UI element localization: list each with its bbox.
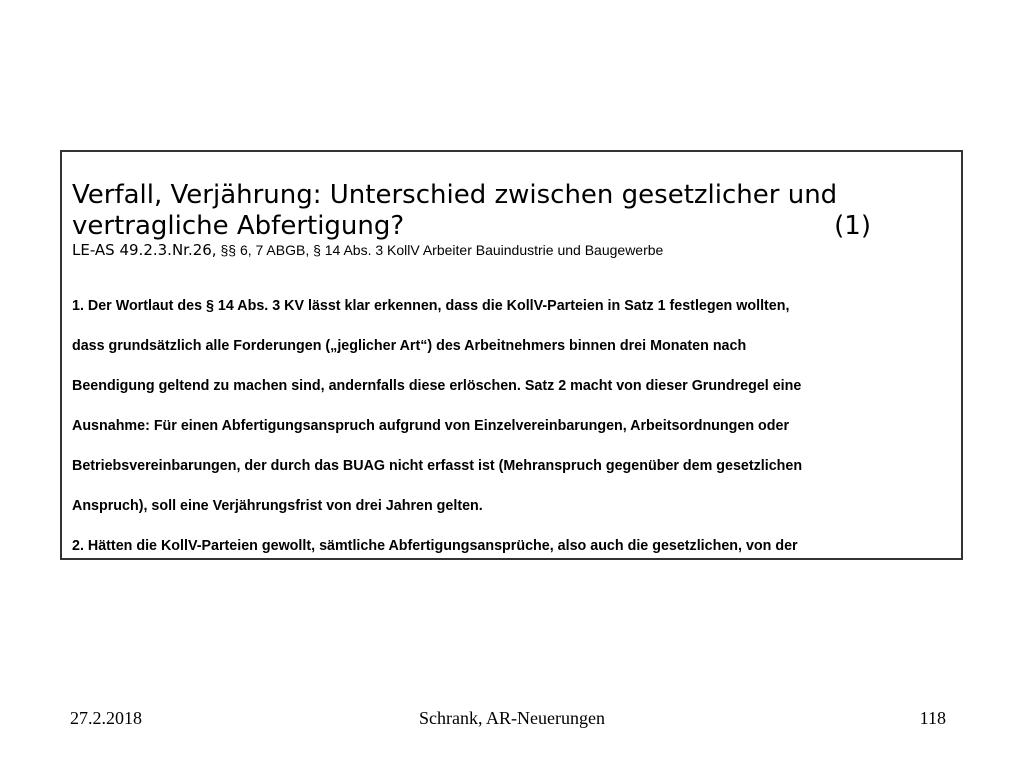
title-number: (1) bbox=[834, 211, 871, 241]
body-line: Anspruch), soll eine Verjährungsfrist von drei Jahren gelten. bbox=[72, 498, 483, 514]
body-line: Betriebsvereinbarungen, der durch das BUAG nicht erfasst ist (Mehranspruch gegenüber dem gesetzlichen bbox=[72, 458, 803, 474]
body-line: dass grundsätzlich alle Forderungen („jeglicher Art“) des Arbeitnehmers binnen drei Monaten nach bbox=[72, 338, 747, 354]
title-line-2-row bbox=[72, 211, 951, 242]
footer-author: Schrank, AR-Neuerungen bbox=[419, 708, 605, 728]
content-box bbox=[60, 150, 963, 560]
footer-page-number: 118 bbox=[919, 708, 946, 728]
title-line-1: Verfall, Verjährung: Unterschied zwischen gesetzlicher und bbox=[72, 180, 838, 210]
title-line-2: vertragliche Abfertigung? bbox=[72, 211, 405, 241]
legal-reference bbox=[72, 242, 951, 259]
body-line: Ausnahme: Für einen Abfertigungsanspruch aufgrund von Einzelvereinbarungen, Arbeitsordnungen oder bbox=[72, 418, 790, 434]
footer-date: 27.2.2018 bbox=[70, 708, 142, 728]
slide-title bbox=[72, 180, 951, 242]
body-line: Beendigung geltend zu machen sind, andernfalls diese erlöschen. Satz 2 macht von dieser Grundregel eine bbox=[72, 378, 802, 394]
reference-statutes: §§ 6, 7 ABGB, § 14 Abs. 3 KollV Arbeiter Bauindustrie und Baugewerbe bbox=[216, 242, 664, 258]
body-line: 1. Der Wortlaut des § 14 Abs. 3 KV lässt klar erkennen, dass die KollV-Parteien in Satz 1 festlegen wollten, bbox=[72, 298, 790, 314]
body-text bbox=[72, 276, 951, 560]
body-line: 2. Hätten die KollV-Parteien gewollt, sämtliche Abfertigungsansprüche, also auch die gesetzlichen, von der bbox=[72, 538, 798, 554]
reference-code: LE-AS 49.2.3.Nr.26, bbox=[72, 241, 217, 259]
